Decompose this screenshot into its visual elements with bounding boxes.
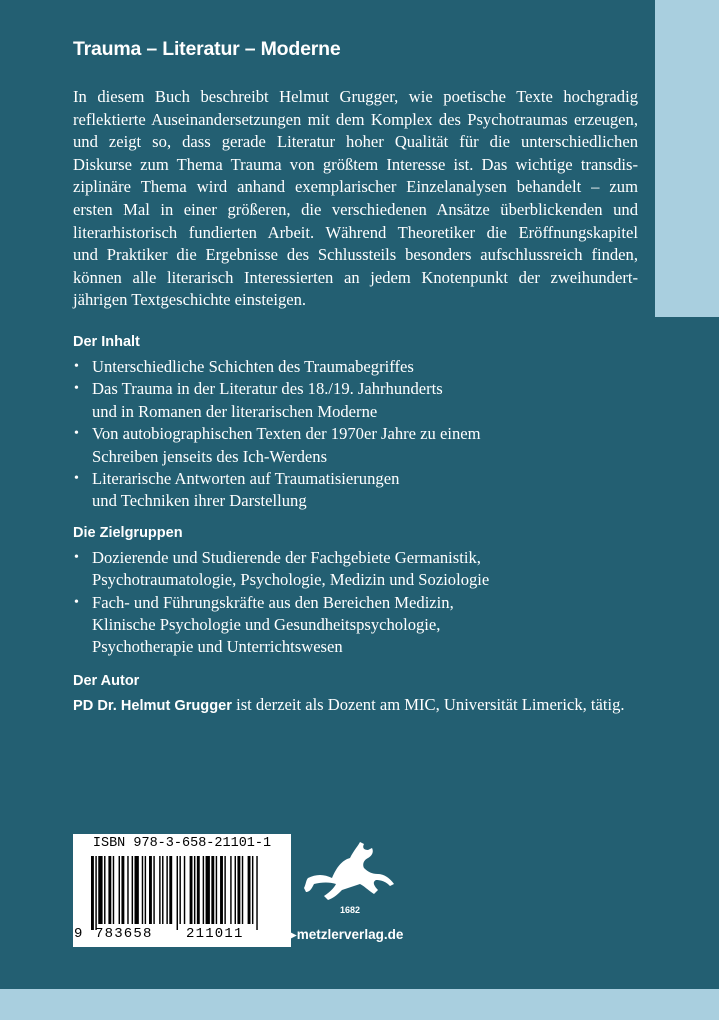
list-item-line: Literarische Antworten auf Traumatisierungen: [92, 468, 400, 488]
blurb-paragraph: [73, 86, 638, 312]
barcode-bar: [166, 856, 167, 924]
barcode-bar: [108, 856, 111, 924]
barcode-bars: [81, 856, 283, 930]
barcode-bar: [242, 856, 243, 924]
barcode-bar: [184, 856, 185, 924]
barcode-bar: [91, 856, 94, 930]
barcode-bar: [135, 856, 139, 924]
publisher-website[interactable]: ▸metzlerverlag.de: [290, 927, 404, 942]
barcode-bar: [211, 856, 214, 924]
barcode-bar: [203, 856, 204, 924]
list-item: [73, 423, 638, 468]
barcode-bar: [127, 856, 128, 924]
bullet-icon: •: [74, 594, 79, 610]
blurb-line: und Praktiker die Ergebnisse des Schlussteils besonders aufschlussreich finden,: [73, 245, 638, 265]
barcode-bar: [119, 856, 120, 924]
list-item: [73, 378, 638, 423]
book-title: Trauma – Literatur – Moderne: [73, 38, 341, 60]
inhalt-list: [73, 356, 638, 513]
list-item-line: Fach- und Führungskräfte aus den Bereichen Medizin,: [92, 592, 454, 612]
author-bio-text: ist derzeit als Dozent am MIC, Universität Limerick, tätig.: [231, 694, 625, 714]
blurb-line: ziplinäre Thema wird anhand exemplarischer Einzelanalysen behandelt – zum: [73, 177, 638, 197]
bullet-icon: •: [74, 470, 79, 486]
barcode-bar: [237, 856, 240, 924]
section-heading-zielgruppen: Die Zielgruppen: [73, 524, 183, 541]
list-item-line: Psychotherapie und Unterrichtswesen: [92, 637, 343, 657]
barcode-bar: [224, 856, 225, 924]
list-item-line: und Techniken ihrer Darstellung: [92, 491, 307, 511]
section-heading-inhalt: Der Inhalt: [73, 333, 140, 350]
back-cover-text: [73, 34, 638, 717]
blurb-line: können alle literarisch Interessierten an jedem Knotenpunkt der zweihundert-: [73, 267, 638, 287]
list-item: [73, 356, 638, 378]
barcode-bar: [248, 856, 251, 924]
barcode-bar: [252, 856, 253, 924]
barcode-bar: [162, 856, 163, 924]
barcode-bar: [113, 856, 114, 924]
blurb-line: Diskurse zum Thema Trauma von größtem Interesse ist. Das wichtige transdis-: [73, 154, 638, 174]
barcode-bar: [177, 856, 178, 930]
list-item-line: Das Trauma in der Literatur des 18./19. Jahrhunderts: [92, 379, 443, 399]
blurb-line: ersten Mal in einer größeren, die verschiedenen Ansätze überblickenden und: [73, 199, 638, 219]
list-item-line: Klinische Psychologie und Gesundheitspsychologie,: [92, 615, 441, 634]
list-item-line: Dozierende und Studierende der Fachgebiete Germanistik,: [92, 547, 481, 567]
barcode-bar: [145, 856, 146, 924]
barcode-bar: [159, 856, 160, 924]
author-name: PD Dr. Helmut Grugger: [73, 697, 232, 714]
zielgruppen-list: [73, 547, 638, 659]
ean-left-digits: 783658: [95, 926, 153, 942]
side-accent-tab: [655, 0, 719, 317]
list-item-line: Psychotraumatologie, Psychologie, Medizin und Soziologie: [92, 570, 490, 590]
barcode-bar: [235, 856, 236, 924]
barcode-bar: [149, 856, 152, 924]
ean-first-digit: 9: [74, 926, 83, 942]
list-item-line: Unterschiedliche Schichten des Traumabegriffes: [92, 356, 414, 376]
blurb-line: jährigen Textgeschichte einsteigen.: [73, 290, 307, 310]
bottom-accent-band: [0, 989, 719, 1020]
list-item: [73, 547, 638, 592]
blurb-line: literarhistorisch fundierten Arbeit. Während Theoretiker die Eröffnungskapitel: [73, 222, 638, 242]
barcode-bar: [169, 856, 172, 924]
ean-right-digits: 211011: [186, 926, 244, 942]
blurb-line: reflektierte Auseinandersetzungen mit dem Komplex des Psychotraumas erzeugen,: [73, 109, 638, 129]
barcode-bar: [95, 856, 96, 930]
blurb-line: und zeigt so, dass gerade Literatur hoher Qualität für die unterschiedlichen: [73, 132, 638, 152]
list-item: [73, 592, 638, 659]
publisher-year: 1682: [339, 905, 361, 915]
barcode-bar: [197, 856, 200, 924]
section-heading-autor: Der Autor: [73, 672, 140, 689]
list-item-line: Schreiben jenseits des Ich-Werdens: [92, 446, 328, 466]
barcode-bar: [230, 856, 231, 924]
isbn-barcode: [73, 834, 291, 947]
list-item-line: und in Romanen der literarischen Moderne: [92, 401, 378, 421]
bullet-icon: •: [74, 381, 79, 397]
barcode-bar: [142, 856, 143, 924]
barcode-bar: [104, 856, 105, 924]
barcode-bar: [153, 856, 154, 924]
list-item: [73, 468, 638, 513]
isbn-number: ISBN 978-3-658-21101-1: [92, 836, 272, 851]
barcode-bar: [216, 856, 217, 924]
barcode-bar: [179, 856, 180, 924]
blurb-line: In diesem Buch beschreibt Helmut Grugger, wie poetische Texte hochgradig: [73, 87, 638, 106]
barcode-bar: [206, 856, 210, 924]
author-bio: [73, 694, 638, 717]
barcode-bar: [256, 856, 257, 930]
bullet-icon: •: [74, 426, 79, 442]
bullet-icon: •: [74, 358, 79, 374]
bullet-icon: •: [74, 549, 79, 565]
leaping-horse-icon: [302, 838, 398, 906]
list-item-line: Von autobiographischen Texten der 1970er Jahre zu einem: [92, 424, 481, 444]
barcode-bar: [98, 856, 102, 924]
barcode-bar: [220, 856, 223, 924]
barcode-bar: [194, 856, 195, 924]
barcode-bar: [132, 856, 133, 924]
barcode-bar: [121, 856, 124, 924]
barcode-bar: [190, 856, 193, 924]
